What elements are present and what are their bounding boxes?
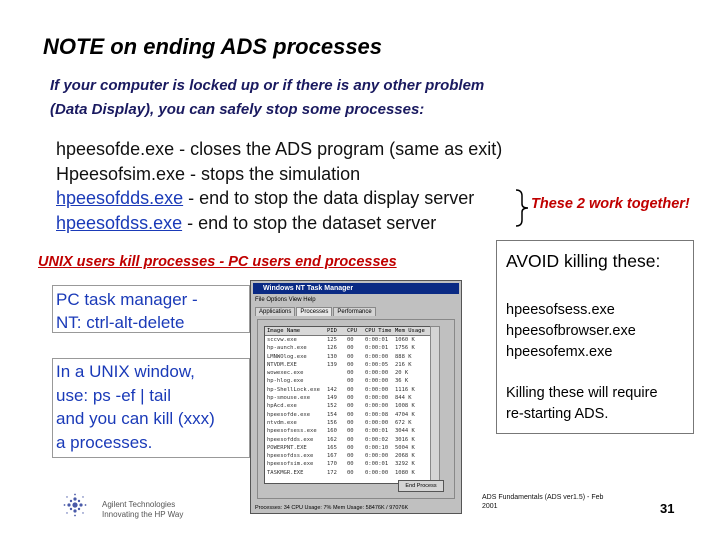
table-cell: 156 [327, 419, 337, 426]
table-cell: 1756 K [395, 345, 415, 352]
process-link[interactable]: hpeesofdds.exe [56, 188, 184, 208]
pc-note [56, 288, 198, 334]
end-process-button[interactable]: End Process [398, 480, 444, 492]
table-cell: 0:00:01 [365, 461, 389, 468]
task-manager-titlebar: Windows NT Task Manager [253, 283, 459, 294]
table-cell: 162 [327, 436, 337, 443]
agilent-logo-icon [62, 492, 88, 518]
table-row[interactable] [265, 377, 433, 385]
table-cell: 3016 K [395, 436, 415, 443]
column-header[interactable]: CPU Time [365, 328, 392, 334]
process-list [56, 137, 502, 235]
logo-text [102, 500, 183, 520]
footer-line-1: ADS Fundamentals (ADS ver1.5) - Feb [482, 494, 604, 501]
table-cell: hp-aunch.exe [267, 345, 307, 352]
table-cell: LMNWOlog.exe [267, 353, 307, 360]
table-cell: 125 [327, 337, 337, 343]
table-cell: hpeesofsess.exe [267, 428, 317, 435]
table-row[interactable] [265, 436, 433, 444]
table-row[interactable] [265, 460, 433, 468]
footer-line-2: 2001 [482, 503, 498, 510]
table-cell: 00 [347, 428, 354, 435]
table-row[interactable] [265, 444, 433, 452]
pc-note-line-2: NT: ctrl-alt-delete [56, 313, 185, 332]
table-cell: 172 [327, 469, 337, 476]
table-cell: 00 [347, 378, 354, 385]
table-cell: 00 [347, 403, 354, 410]
scrollbar[interactable] [430, 326, 440, 484]
table-cell: NTVDM.EXE [267, 361, 297, 368]
table-cell: 00 [347, 469, 354, 476]
unix-note-line-4: a processes. [56, 432, 153, 452]
table-cell: 3292 K [395, 461, 415, 468]
table-row[interactable] [265, 402, 433, 410]
table-cell: 165 [327, 444, 337, 451]
process-link[interactable]: hpeesofdss.exe [56, 212, 183, 233]
table-cell: 00 [347, 395, 354, 402]
table-cell: 0:00:00 [365, 469, 389, 476]
table-cell: 0:00:00 [365, 370, 389, 377]
table-cell: 0:00:00 [365, 386, 389, 393]
column-header[interactable]: CPU [347, 328, 357, 334]
footer [482, 493, 603, 511]
table-cell: 36 K [395, 378, 409, 385]
avoid-warning [506, 383, 658, 425]
table-cell: 1008 K [395, 403, 415, 410]
column-header[interactable]: Image Name [267, 328, 301, 334]
table-cell: 126 [327, 345, 337, 352]
table-cell: 0:00:01 [365, 345, 389, 352]
unix-heading: UNIX users kill processes - PC users end processes [38, 254, 397, 270]
table-cell: 0:00:02 [365, 436, 389, 443]
table-cell: 00 [347, 386, 354, 393]
table-cell: sccvw.exe [267, 337, 297, 343]
table-cell: 139 [327, 361, 337, 368]
table-cell: 00 [347, 337, 354, 343]
avoid-warning-line-1: Killing these will require [506, 385, 658, 401]
table-row[interactable] [265, 336, 433, 344]
avoid-item: hpeesofemx.exe [506, 344, 613, 360]
table-cell: 5004 K [395, 444, 415, 451]
task-manager-window [250, 280, 462, 514]
table-cell: 00 [347, 411, 354, 418]
table-cell: 0:00:01 [365, 428, 389, 435]
process-item: Hpeesofsim.exe - stops the simulation [56, 163, 361, 184]
table-cell: hp-ShellLock.exe [267, 386, 320, 393]
table-cell: 844 K [395, 395, 412, 402]
pc-note-line-1: PC task manager - [56, 290, 198, 309]
table-cell: 0:00:00 [365, 419, 389, 426]
tab-performance[interactable]: Performance [333, 307, 375, 316]
process-table-header [265, 327, 433, 336]
table-cell: hpeesofdss.exe [267, 453, 314, 460]
unix-note-line-2: use: ps -ef | tail [56, 385, 171, 405]
table-cell: 20 K [395, 370, 409, 377]
table-cell: 00 [347, 453, 354, 460]
table-row[interactable] [265, 344, 433, 352]
table-cell: 3044 K [395, 428, 415, 435]
table-cell: 130 [327, 353, 337, 360]
table-cell: 216 K [395, 361, 412, 368]
task-manager-panel [257, 319, 455, 499]
table-cell: 152 [327, 403, 337, 410]
tab-applications[interactable]: Applications [255, 307, 295, 316]
table-cell: 00 [347, 361, 354, 368]
avoid-title: AVOID killing these: [506, 251, 661, 271]
table-cell: 149 [327, 395, 337, 402]
task-manager-status: Processes: 34 CPU Usage: 7% Mem Usage: 58476K / 97076K [255, 505, 409, 511]
process-desc: - end to stop the data display server [183, 188, 475, 208]
table-row[interactable] [265, 469, 433, 477]
table-cell: 00 [347, 370, 354, 377]
avoid-item: hpeesofsess.exe [506, 302, 615, 318]
unix-note [56, 360, 215, 454]
table-row[interactable] [265, 386, 433, 394]
task-manager-menu: File Options View Help [255, 297, 316, 303]
page-title: NOTE on ending ADS processes [43, 34, 383, 59]
table-cell: 00 [347, 353, 354, 360]
logo-line-1: Agilent Technologies [102, 500, 176, 509]
task-manager-tabs [255, 307, 377, 316]
table-cell: 00 [347, 436, 354, 443]
table-cell: TASKMGR.EXE [267, 469, 304, 476]
avoid-warning-line-2: re-starting ADS. [506, 406, 609, 422]
column-header[interactable]: PID [327, 328, 337, 334]
subtitle-line-1: If your computer is locked up or if there is any other problem [50, 77, 485, 94]
table-row[interactable] [265, 452, 433, 460]
table-cell: 1116 K [395, 386, 415, 393]
table-cell: 0:00:05 [365, 361, 389, 368]
table-cell [327, 377, 347, 385]
table-cell: 00 [347, 461, 354, 468]
table-cell: 142 [327, 386, 337, 393]
table-cell: hpAcd.exe [267, 403, 297, 410]
unix-note-line-3: and you can kill (xxx) [56, 409, 215, 428]
table-cell: hp-smouse.exe [267, 395, 311, 402]
table-row[interactable] [265, 361, 433, 369]
table-row[interactable] [265, 353, 433, 361]
table-cell: 1060 K [395, 337, 415, 343]
table-cell: 0:00:00 [365, 395, 389, 402]
table-cell: hpeesofsim.exe [267, 461, 314, 468]
table-row[interactable] [265, 369, 433, 377]
tab-processes[interactable]: Processes [296, 307, 332, 316]
subtitle-line-2: (Data Display), you can safely stop some processes: [50, 101, 425, 118]
table-cell: 170 [327, 461, 337, 468]
together-note: These 2 work together! [531, 196, 690, 212]
table-cell: 0:00:00 [365, 453, 389, 460]
table-cell: 0:00:00 [365, 403, 389, 410]
table-cell: 0:00:10 [365, 444, 389, 451]
table-cell: 1080 K [395, 469, 415, 476]
table-cell: 672 K [395, 419, 412, 426]
table-cell: 0:00:08 [365, 411, 389, 418]
process-table [264, 326, 434, 484]
table-row[interactable] [265, 427, 433, 435]
table-row[interactable] [265, 419, 433, 427]
table-cell: 167 [327, 453, 337, 460]
brace-icon [514, 188, 530, 228]
subtitle [50, 74, 484, 122]
table-cell: ntvdm.exe [267, 419, 297, 426]
table-cell: 00 [347, 345, 354, 352]
table-cell: 154 [327, 411, 337, 418]
table-cell: 0:00:00 [365, 378, 389, 385]
avoid-item: hpeesofbrowser.exe [506, 323, 636, 339]
table-row[interactable] [265, 394, 433, 402]
table-cell: wowexec.exe [267, 370, 304, 377]
table-cell: POWERPNT.EXE [267, 444, 307, 451]
table-cell: hpeesofde.exe [267, 411, 311, 418]
table-cell: hpeesofdds.exe [267, 436, 314, 443]
table-cell: 160 [327, 428, 337, 435]
process-item-linked [56, 186, 502, 211]
table-cell [327, 369, 347, 377]
table-cell: 0:00:00 [365, 353, 389, 360]
table-cell: 4704 K [395, 411, 415, 418]
process-item: hpeesofde.exe - closes the ADS program (same as exit) [56, 139, 503, 159]
table-cell: 2068 K [395, 453, 415, 460]
table-cell: 00 [347, 444, 354, 451]
process-table-body [265, 336, 433, 477]
table-cell: 888 K [395, 353, 412, 360]
logo-line-2: Innovating the HP Way [102, 510, 184, 519]
table-cell: 00 [347, 419, 354, 426]
page-number: 31 [660, 501, 675, 516]
column-header[interactable]: Mem Usage [395, 328, 425, 334]
table-cell: 0:00:01 [365, 337, 389, 343]
table-cell: hp-hlog.exe [267, 378, 304, 385]
avoid-list [506, 300, 636, 363]
process-item-linked [56, 211, 502, 236]
unix-note-line-1: In a UNIX window, [56, 362, 195, 381]
process-desc: - end to stop the dataset server [182, 212, 437, 233]
table-row[interactable] [265, 411, 433, 419]
